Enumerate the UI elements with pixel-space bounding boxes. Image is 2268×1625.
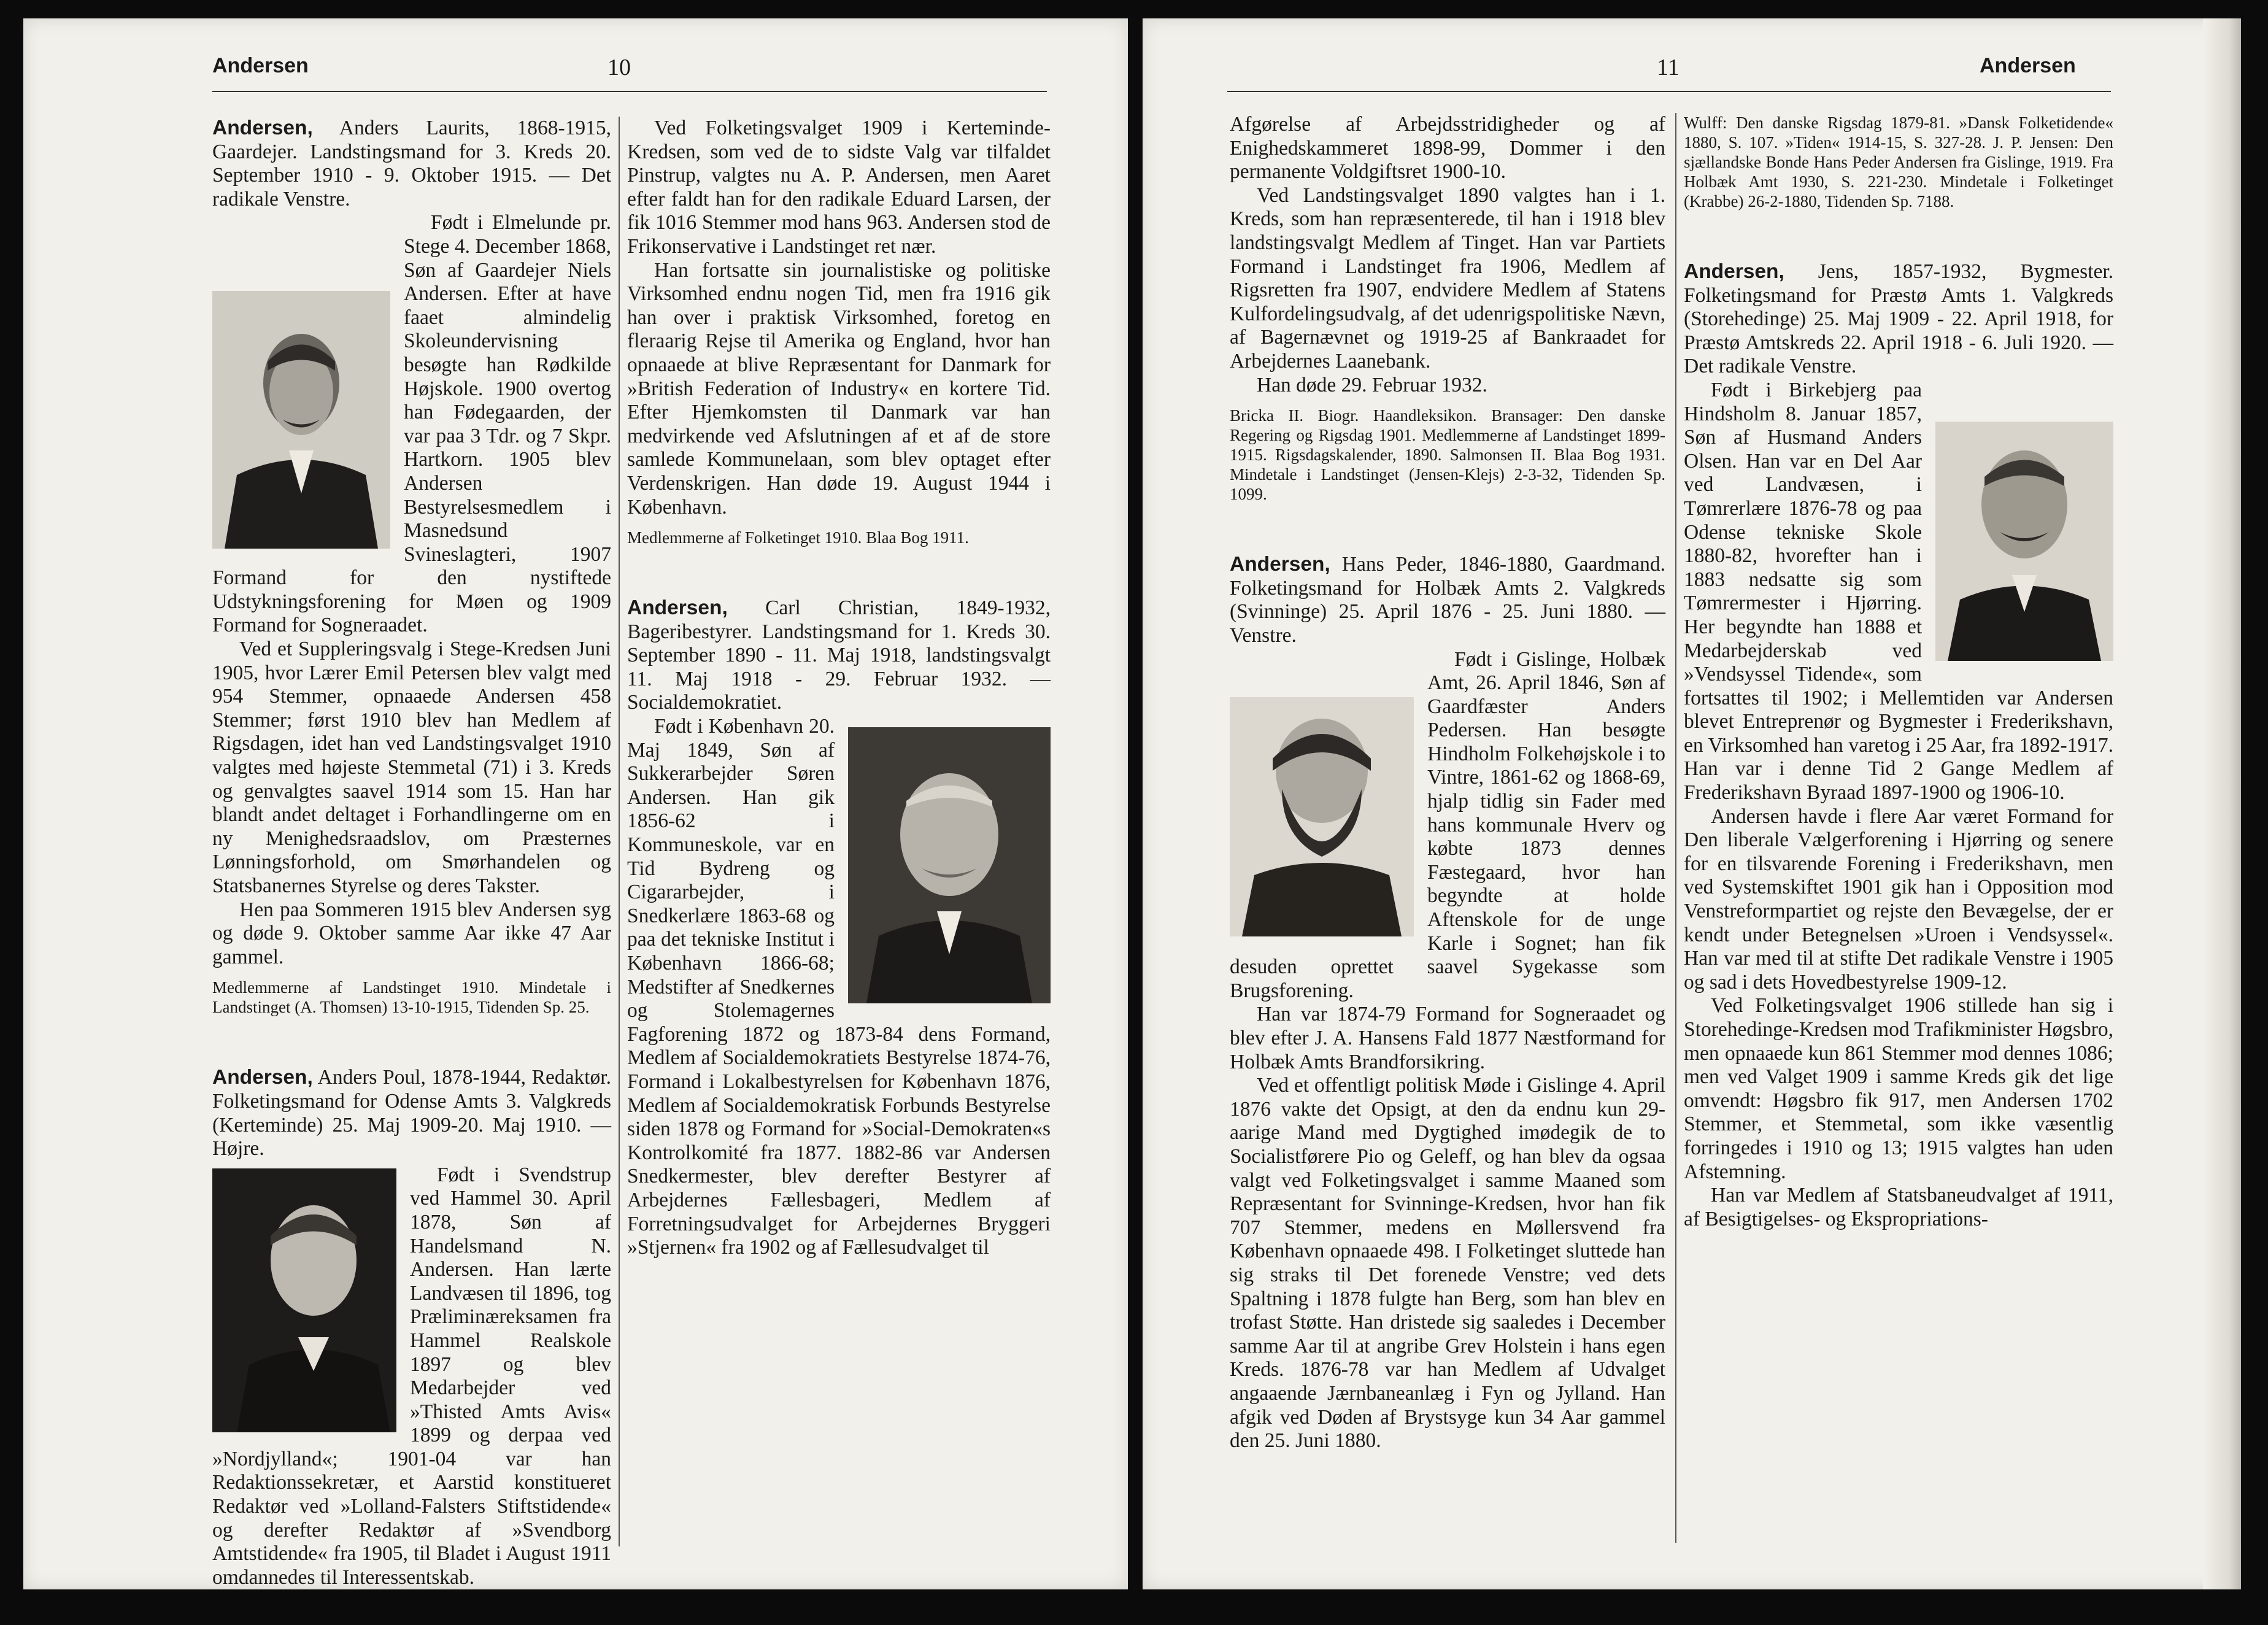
book-edge-right bbox=[2203, 18, 2241, 1589]
entry-sources: Medlemmerne af Landstinget 1910. Mindetale i Landstinget (A. Thomsen) 13-10-1915, Tidenden Sp. 25. bbox=[212, 978, 611, 1017]
entry-paragraph: Han døde 29. Februar 1932. bbox=[1257, 373, 1487, 396]
entry-paragraph-text: Født i Svendstrup ved Hammel 30. April 1878, Søn af Handelsmand N. Andersen. Han lærte Landvæsen til 1896, tog Præliminæreksamen fra Hammel Realskole 1897 og blev Medarbejder ved »Thisted Amts Avis« 1899 og derpaa ved »Nordjylland«; 1901-04 var han Redaktionssekretær, et Aarstid konstitueret Redaktør ved »Lolland-Falsters Stiftstidende« og derefter Redaktør af »Svendborg Amtstidende« fra 1905, til Bladet i August 1911 omdannedes til Interessentskab. bbox=[212, 1163, 611, 1589]
entry-paragraph: Født i Elmelunde pr. Stege 4. December 1868, Søn af Gaardejer Niels Andersen. Efter at have faaet almindelig Skoleundervisning besøgte han Rødkilde Højskole. 1900 overtog han Fødegaarden, der var paa 3 Tdr. og 7 Skpr. Hartkorn. 1905 blev Andersen Bestyrelsesmedlem i Masnedsund Svineslagteri, 1907 Formand for den nystiftede Udstykningsforening for Møen og 1909 Formand for Sogneraadet. bbox=[212, 211, 611, 637]
portrait-anders-laurits bbox=[212, 291, 390, 549]
entry-paragraph: Hen paa Sommeren 1915 blev Andersen syg og døde 9. Oktober samme Aar ikke 47 Aar gammel. bbox=[212, 898, 611, 968]
entry-lead: Jens, 1857-1932, Bygmester. Folketingsmand for Præstø Amts 1. Valgkreds (Storehedinge) 25. Maj 1909 - 22. April 1918, for Præstø Amtskreds 22. April 1918 - 6. Juli 1920. — Det radikale Venstre. bbox=[1684, 260, 2113, 378]
portrait-jens bbox=[1935, 422, 2113, 661]
portrait-anders-poul-image bbox=[212, 1168, 396, 1432]
entry-lead: Hans Peder, 1846-1880, Gaardmand. Folketingsmand for Holbæk Amts 2. Valgkreds (Svinninge) 25. April 1876 - 25. Juni 1880. — Venstre. bbox=[1230, 553, 1665, 647]
entry-paragraph: Han var 1874-79 Formand for Sogneraadet og blev efter J. A. Hansens Fald 1877 Næstformand for Holbæk Amts Brandforsikring. bbox=[1230, 1003, 1665, 1073]
entry-name: Andersen, bbox=[212, 1066, 313, 1089]
entry-name: Andersen, bbox=[627, 596, 728, 620]
left-header-rule bbox=[212, 91, 1047, 92]
entry-sources: Medlemmerne af Folketinget 1910. Blaa Bog 1911. bbox=[627, 528, 969, 547]
entry-name: Andersen, bbox=[1684, 260, 1784, 283]
entry-name: Andersen, bbox=[212, 117, 313, 139]
entry-hans-peder-heading bbox=[1230, 553, 1665, 647]
right-column-1 bbox=[1230, 113, 1665, 1453]
portrait-anders-laurits-image bbox=[212, 291, 390, 549]
portrait-hans-peder-image bbox=[1230, 697, 1414, 936]
entry-paragraph: Ved Landstingsvalget 1890 valgtes han i 1. Kreds, som han repræsenterede, til han i 1918 blev landstingsvalgt Medlem af Tinget. Han var Partiets Formand i Landstinget fra 1906, Medlem af Rigsretten fra 1907, endvidere Medlem af Statens Kulfordelingsudvalg, af det udenrigspolitiske Nævn, af Bagernævnet og 1919-25 af Bankraadet for Arbejdernes Laanebank. bbox=[1230, 183, 1665, 372]
right-column-divider bbox=[1675, 113, 1676, 1543]
entry-paragraph: Født i Gislinge, Holbæk Amt, 26. April 1846, Søn af Gaardfæster Anders Pedersen. Han besøgte Hindholm Folkehøjskole i to Vintre, 1861-62 og 1868-69, hjalp tidlig sin Fader med hans kommunale Hverv og købte 1873 dennes Fæstegaard, hvor han begyndte at holde Aftenskole for de unge Karle i Sognet; han fik desuden oprettet saavel Sygekasse som Brugsforening. bbox=[1230, 647, 1665, 1002]
left-column-divider bbox=[619, 117, 620, 1546]
portrait-carl-christian-image bbox=[848, 727, 1051, 1003]
right-column-2 bbox=[1684, 113, 2113, 1231]
left-page-number: 10 bbox=[608, 55, 631, 80]
entry-sources: Wulff: Den danske Rigsdag 1879-81. »Dansk Folketidende« 1880, S. 107. »Tiden« 1914-15, S. 327-28. J. P. Jensen: Den sjællandske Bonde Hans Peder Andersen fra Gislinge, 1919. Fra Holbæk Amt 1930, S. 221-230. Mindetale i Folketinget (Krabbe) 26-2-1880, Tidenden Sp. 7188. bbox=[1684, 114, 2113, 210]
entry-sources: Bricka II. Biogr. Haandleksikon. Bransager: Den danske Regering og Rigsdag 1901. Medlemmerne af Landstinget 1899-1915. Rigsdagskalender, 1890. Salmonsen II. Blaa Bog 1931. Mindetale i Landstinget (Jensen-Klejs) 2-3-32, Tidenden Sp. 1099. bbox=[1230, 406, 1665, 504]
left-running-head: Andersen bbox=[212, 54, 309, 77]
left-column-2 bbox=[627, 117, 1051, 1260]
entry-paragraph: Født i København 20. Maj 1849, Søn af Sukkerarbejder Søren Andersen. Han gik 1856-62 i Kommuneskole, var en Tid Bydreng og Cigararbejder, i Snedkerlære 1863-68 og paa det tekniske Institut i København 1866-68; Medstifter af Snedkernes og Stolemagernes Fagforening 1872 og 1873-84 dens Formand, Medlem af Socialdemokratiets Bestyrelse 1874-76, Formand i Lokalbestyrelsen for København 1876, Medlem af Socialdemokratisk Forbunds Bestyrelse siden 1878 og Formand for »Social-Demokraten«s Kontrolkomité fra 1877. 1882-86 var Andersen Snedkermester, blev derefter Bestyrer af Arbejdernes Fællesbageri, Medlem af Forretningsudvalget for Arbejdernes Bryggeri »Stjernen« fra 1902 og af Fællesudvalget til bbox=[627, 715, 1051, 1259]
right-running-head: Andersen bbox=[1980, 54, 2076, 77]
entry-lead: Anders Poul, 1878-1944, Redaktør. Folketingsmand for Odense Amts 3. Valgkreds (Kerteminde) 25. Maj 1909-20. Maj 1910. — Højre. bbox=[212, 1066, 611, 1160]
entry-lead: Carl Christian, 1849-1932, Bageribestyrer. Landstingsmand for 1. Kreds 30. September 1890 - 11. Maj 1918, landstingsvalgt 11. Maj 1918 - 29. Februar 1932. — Socialdemokratiet. bbox=[627, 596, 1051, 714]
entry-name: Andersen, bbox=[1230, 553, 1330, 576]
portrait-carl-christian bbox=[848, 727, 1051, 1003]
entry-paragraph: Afgørelse af Arbejdsstridigheder og af Enighedskammeret 1898-99, Dommer i den permanente Voldgiftsret 1900-10. bbox=[1230, 113, 1665, 183]
entry-lead: Anders Laurits, 1868-1915, Gaardejer. Landstingsmand for 3. Kreds 20. September 1910 - 9. Oktober 1915. — Det radikale Venstre. bbox=[212, 117, 611, 210]
entry-anders-laurits-heading bbox=[212, 117, 611, 211]
left-column-1 bbox=[212, 117, 611, 1589]
portrait-hans-peder bbox=[1230, 697, 1414, 936]
entry-paragraph: Han var Medlem af Statsbaneudvalget af 1911, af Besigtigelses- og Ekspropriations- bbox=[1684, 1184, 2113, 1230]
entry-jens-heading bbox=[1684, 260, 2113, 379]
entry-paragraph: Ved et offentligt politisk Møde i Gislinge 4. April 1876 vakte det Opsigt, at den da endnu kun 29-aarige Mand med Dygtighed imødegik de to Socialistførere Pio og Geleff, og han blev da ogsaa valgt ved Folketingsvalget i samme Maaned som Repræsentant for Svinninge-Kredsen, hvor han fik 707 Stemmer, medens en Møllersvend fra København opnaaede 498. I Folketinget sluttede han sig straks til Det forenede Venstre; ved dets Spaltning i 1878 fulgte han Berg, som han blev en trofast Støtte. Han dristede sig saaledes i December samme Aar til at angribe Grev Holstein i hans egen Kreds. 1876-78 var han Medlem af Udvalget angaaende Jærnbaneanlæg i Fyn og Jylland. Han afgik ved Døden af Brystsyge kun 34 Aar gammel den 25. Juni 1880. bbox=[1230, 1074, 1665, 1453]
right-page-number: 11 bbox=[1657, 55, 1680, 80]
entry-paragraph: Ved Folketingsvalget 1906 stillede han sig i Storehedinge-Kredsen mod Trafikminister Høgsbro, men opnaaede kun 861 Stemmer mod dennes 1086; men ved Valget 1909 i samme Kreds gik det lige omvendt: Høgsbro fik 917, men Andersen 1702 Stemmer, et Stemmetal, som ikke væsentlig forringedes i 1910 og 13; 1915 valgtes han uden Afstemning. bbox=[1684, 994, 2113, 1183]
entry-anders-poul-heading bbox=[212, 1066, 611, 1160]
entry-paragraph: Ved et Suppleringsvalg i Stege-Kredsen Juni 1905, hvor Lærer Emil Petersen blev valgt med 954 Stemmer, opnaaede Andersen 458 Stemmer; først 1910 blev han Medlem af Rigsdagen, idet han ved Landstingsvalget 1910 valgtes med højeste Stemmetal (71) i 3. Kreds og genvalgtes saavel 1914 som 15. Han har blandt andet deltaget i Forhandlingerne om en ny Menighedsraadslov, om Præsternes Lønningsforhold, om Smørhandelen og Statsbanernes Styrelse og deres Takster. bbox=[212, 638, 611, 897]
portrait-jens-image bbox=[1935, 422, 2113, 661]
entry-carl-christian-heading bbox=[627, 596, 1051, 715]
portrait-anders-poul bbox=[212, 1168, 396, 1432]
right-header-rule bbox=[1227, 91, 2111, 92]
entry-paragraph: Andersen havde i flere Aar været Formand for Den liberale Vælgerforening i Hjørring og senere for en tilsvarende Forening i Frederikshavn, men ved Systemskiftet 1901 gik han i Opposition mod Venstreformpartiet og rejste den Bevægelse, der er kendt under Betegnelsen »Uroen i Vendsyssel«. Han var med til at stifte Det radikale Venstre i 1905 og sad i dets Hovedbestyrelse 1909-12. bbox=[1684, 805, 2113, 994]
entry-paragraph: Ved Folketingsvalget 1909 i Kerteminde-Kredsen, som ved de to sidste Valg var tilfaldet Pinstrup, valgtes nu A. P. Andersen, men Aaret efter faldt han for den radikale Eduard Larsen, der fik 1016 Stemmer mod hans 963. Andersen stod de Frikonservative i Landstinget ret nær. bbox=[627, 117, 1051, 258]
entry-paragraph: Født i Birkebjerg paa Hindsholm 8. Januar 1857, Søn af Husmand Anders Olsen. Han var en Del Aar ved Landvæsen, i Tømrerlære 1876-78 og paa Odense tekniske Skole 1880-82, hvorefter han i 1883 nedsatte sig som Tømrermester i Hjørring. Her begyndte han 1888 et Medarbejderskab ved »Vendsyssel Tidende«, som fortsattes til 1902; i Mellemtiden var Andersen blevet Entreprenør og Bygmester i Frederikshavn, en Virksomhed han varetog i 25 Aar, fra 1892-1917. Han var i denne Tid 2 Gange Medlem af Frederikshavn Byraad 1897-1900 og 1906-10. bbox=[1684, 378, 2113, 805]
entry-paragraph: Han fortsatte sin journalistiske og politiske Virksomhed endnu nogen Tid, men fra 1916 gik han over i praktisk Virksomhed, foretog en fleraarig Rejse til Amerika og England, hvor han opnaaede at blive Repræsentant for Danmark for »British Federation of Industry« en kortere Tid. Efter Hjemkomsten til Danmark var han medvirkende ved Afslutningen af et af de store samlede Kommunelaan, som blev optaget efter Verdenskrigen. Han døde 19. August 1944 i København. bbox=[627, 258, 1051, 519]
